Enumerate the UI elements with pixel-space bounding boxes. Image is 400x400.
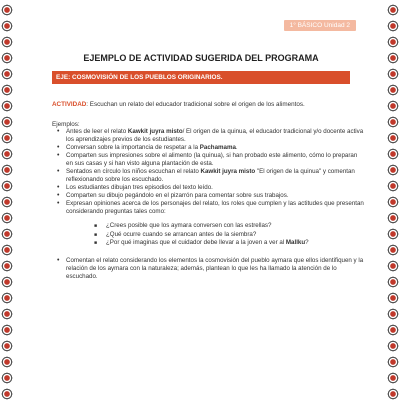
decorative-border-left: [0, 0, 14, 400]
activity-label: ACTIVIDAD: [52, 101, 87, 108]
examples-label: Ejemplos:: [52, 121, 80, 128]
axis-banner: EJE: COSMOVISIÓN DE LOS PUEBLOS ORIGINARIOS.: [52, 71, 350, 84]
question-item: ■ ¿Crees posible que los aymara conversen con las estrellas?: [106, 222, 364, 230]
question-item: ■ ¿Por qué imaginas que el cuidador debe llevar a la joven a ver al Mallku?: [106, 239, 364, 247]
list-item: • Comparten su dibujo pegándolo en el pizarrón para comentar sobre sus trabajos.: [66, 192, 364, 200]
examples-list: [52, 128, 364, 281]
list-item: • Conversan sobre la importancia de respetar a la Pachamama.: [66, 144, 364, 152]
questions-list: [66, 222, 364, 247]
question-item: ■ ¿Qué ocurre cuando se arrancan antes de la siembra?: [106, 231, 364, 239]
decorative-border-right: [386, 0, 400, 400]
list-item: • Los estudiantes dibujan tres episodios del texto leído.: [66, 184, 364, 192]
list-item: • Sentados en círculo los niños escuchan el relato Kawkit juyra misto "El origen de la quinua" y comentan reflexionando sobre los escuchado.: [66, 168, 364, 184]
list-item: • Comentan el relato considerando los elementos la cosmovisión del pueblo aymara que ellos identifiquen y la relación de los aymara con la naturaleza; además, plantean lo que les ha llamado la atención de lo escuchado.: [66, 257, 364, 281]
grade-unit-tag: 1° BÁSICO Unidad 2: [284, 20, 356, 31]
page-title: EJEMPLO DE ACTIVIDAD SUGERIDA DEL PROGRAMA: [83, 53, 319, 63]
list-item: • Expresan opiniones acerca de los personajes del relato, los roles que cumplen y las actitudes que presentan considerando preguntas tales como: ■ ¿Crees posible que los aymara conversen con las estrellas? ■ ¿Qué ocurre cuando se arrancan antes de la siembra? ■ ¿Por qué imaginas que el cuidador debe llevar a la joven a ver al Mallku?: [66, 200, 364, 247]
activity-text: : Escuchan un relato del educador tradicional sobre el origen de los alimentos.: [86, 101, 305, 108]
list-item: • Antes de leer el relato Kawkit juyra misto/ El origen de la quinua, el educador tradicional y/o docente activa los aprendizajes previos de los estudiantes.: [66, 128, 364, 144]
list-item: • Comparten sus impresiones sobre el alimento (la quinua), si han probado este alimento, cómo lo preparan en sus casas y si han visto alguna plantación de esta.: [66, 152, 364, 168]
activity-statement: [52, 101, 350, 109]
